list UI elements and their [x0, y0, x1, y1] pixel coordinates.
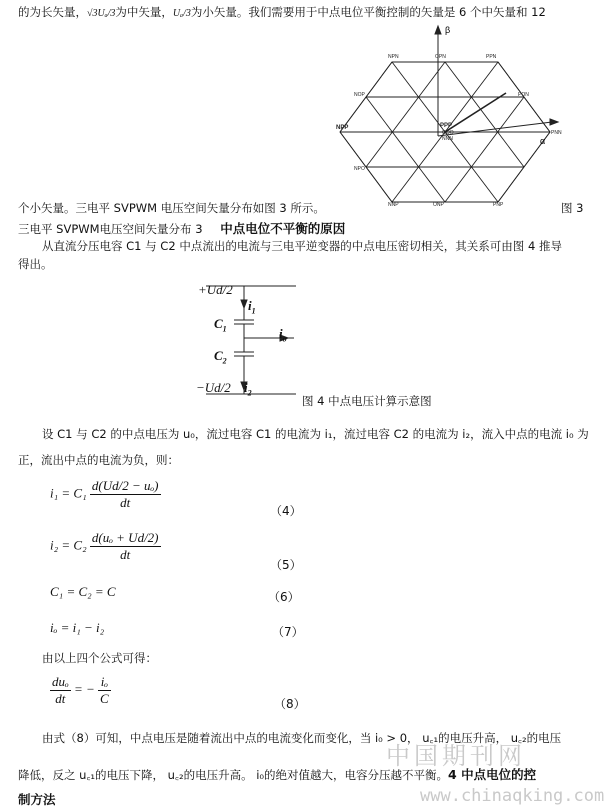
subscript: o	[282, 334, 287, 344]
equation-4	[50, 478, 161, 511]
paragraph-3-line-1: 设 C1 与 C2 的中点电压为 u₀，流过电容 C1 的电流为 i₁，流过电容 C2 的电流为 i₂，流入中点的电流 i₀ 为	[42, 427, 589, 441]
equals-minus: = −	[73, 681, 95, 697]
paragraph-3-line-2: 正，流出中点的电流为负，则：	[18, 453, 179, 467]
long-vector-symbol: √3Uₐ/3	[87, 8, 116, 19]
equation-5	[50, 530, 161, 563]
text-segment: 个小矢量。三电平 SVPWM 电压空间矢量分布如图 3 所示。	[18, 201, 325, 215]
section-heading-4: 4 中点电位的控	[448, 767, 537, 782]
denominator: dt	[55, 691, 66, 706]
mid-vector-symbol: Uₐ/3	[172, 8, 191, 19]
figure-3-ref: 图 3	[561, 201, 584, 215]
equation-6-number: （6）	[268, 590, 300, 604]
subscript: 1	[222, 324, 227, 334]
text-segment: 的为长矢量，	[18, 5, 87, 19]
text-segment: 降低，反之 u꜀₁的电压下降， u꜀₂的电压升高。 i₀的绝对值越大，电容分压越不平衡。	[18, 768, 449, 782]
vector-label: OPN	[435, 54, 446, 60]
denominator: dt	[120, 495, 131, 510]
text-segment: 为中矢量，	[115, 5, 173, 19]
numerator: duₒ	[52, 674, 69, 689]
paragraph-1-line-2	[18, 200, 325, 216]
denominator: C	[100, 691, 109, 706]
equation-7: iₒ = i₁ − i₂	[50, 620, 105, 635]
vector-label: NNN	[442, 136, 453, 142]
negative-dc-label: −Ud/2	[196, 380, 231, 395]
paragraph-2-line-1: 从直流分压电容 C1 与 C2 中点流出的电流与三电平逆变器的中点电压密切相关，其关系可由图 4 推导	[42, 239, 562, 253]
capacitor-c1-label	[214, 316, 227, 334]
vector-label: OOO	[442, 130, 454, 136]
numerator: iₒ	[98, 674, 111, 691]
positive-dc-label: +Ud/2	[198, 282, 233, 297]
current-i2-label	[244, 380, 252, 398]
subscript: 2	[247, 388, 252, 398]
fraction	[90, 530, 161, 563]
paragraph-2-line-2: 得出。	[18, 257, 53, 271]
alpha-axis-label: α	[540, 136, 546, 146]
beta-axis-label: β	[445, 25, 451, 35]
vector-label: PPN	[486, 54, 497, 60]
vector-label: PPP	[440, 123, 453, 129]
space-vector-hexagon-diagram	[338, 24, 570, 210]
paragraph-4-line-1: 由式（8）可知，中点电压是随着流出中点的电流变化而变化，当 i₀ > 0， u꜀₁的电压升高， u꜀₂的电压	[42, 731, 562, 745]
vector-label: NPN	[388, 54, 399, 60]
vector-label: PNP	[493, 202, 504, 208]
equation-8-number: （8）	[274, 697, 306, 711]
equation-6: C₁ = C₂ = C	[50, 584, 116, 599]
fraction	[98, 674, 111, 707]
equation-7-number: （7）	[272, 625, 304, 639]
section-title: 中点电位不平衡的原因	[220, 221, 346, 236]
equation-4-number: （4）	[270, 504, 302, 518]
numerator: d(uₒ + Ud/2)	[91, 530, 159, 545]
paragraph-1-line-1	[18, 4, 546, 20]
equation-8	[50, 674, 111, 707]
figure-3-caption: 三电平 SVPWM电压空间矢量分布 3	[18, 222, 203, 236]
equations-intro: 由以上四个公式可得：	[42, 651, 157, 665]
equation-lhs: i₁ = C₁	[50, 485, 87, 501]
fraction	[90, 478, 161, 511]
text-segment: 为小矢量。我们需要用于中点电位平衡控制的矢量是 6 个中矢量和 12	[190, 5, 546, 19]
figure-3-caption-line	[18, 219, 345, 237]
vector-label: NNP	[388, 202, 399, 208]
subscript: 2	[222, 356, 227, 366]
current-i1-label	[248, 298, 256, 316]
current-io-label	[279, 326, 287, 344]
vector-label: NOP	[354, 92, 365, 98]
section-heading-4-continued: 制方法	[18, 792, 56, 807]
current-symbol: i	[248, 298, 252, 313]
vector-label: NPP	[336, 125, 349, 131]
current-symbol: i	[244, 380, 248, 395]
numerator: d(Ud/2 − uₒ)	[91, 478, 159, 493]
denominator: dt	[120, 547, 131, 562]
subscript: 1	[251, 306, 256, 316]
watermark-cn: 中国期刊网	[386, 742, 526, 770]
fraction	[50, 674, 71, 707]
watermark-url: www.chinaqking.com	[420, 786, 605, 806]
vector-label: ONP	[433, 202, 444, 208]
capacitor-symbol: C	[214, 316, 223, 331]
vector-label: NPO	[354, 166, 365, 172]
vector-label: PNN	[551, 130, 562, 136]
equation-5-number: （5）	[270, 558, 302, 572]
capacitor-symbol: C	[214, 348, 223, 363]
vector-label: PON	[518, 92, 529, 98]
current-symbol: i	[279, 326, 283, 341]
figure-4-caption: 图 4 中点电压计算示意图	[302, 394, 432, 408]
capacitor-c2-label	[214, 348, 227, 366]
equation-lhs: i₂ = C₂	[50, 537, 87, 553]
